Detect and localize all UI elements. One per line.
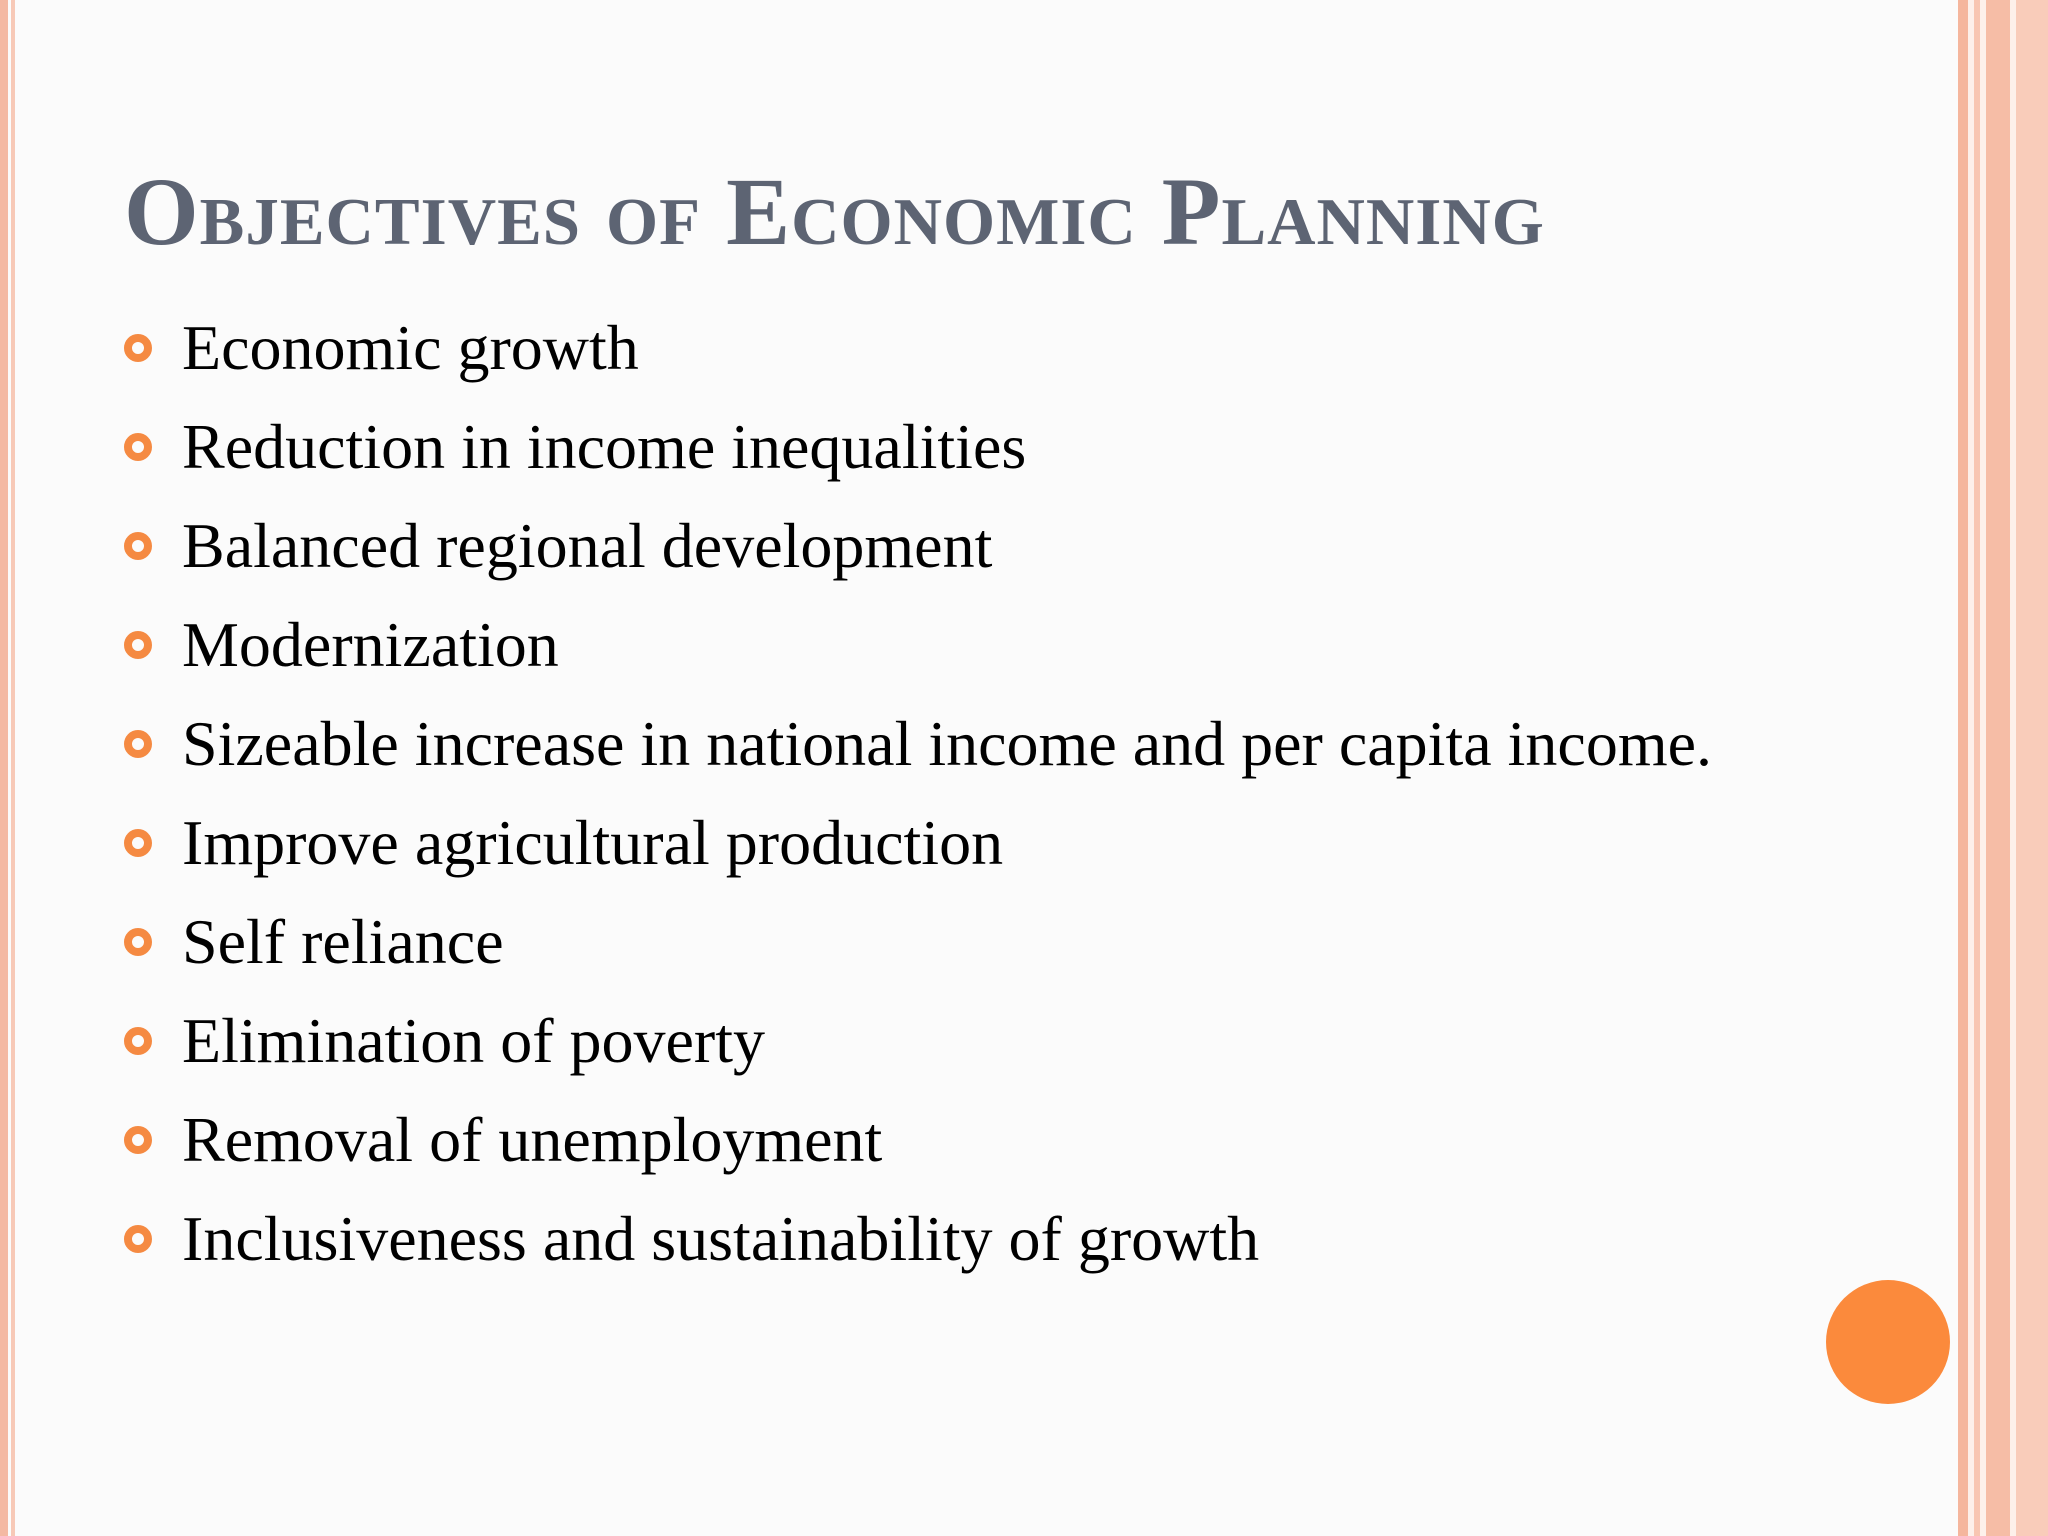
list-item [124,793,1712,892]
right-accent-stripe [2016,0,2048,1536]
bullet-text: Inclusiveness and sustainability of growth [182,1202,1260,1274]
list-item [124,496,1712,595]
hollow-circle-bullet-icon [124,334,152,362]
hollow-circle-bullet-icon [124,730,152,758]
hollow-circle-bullet-icon [124,532,152,560]
slide-title: Objectives of Economic Planning [124,158,1545,265]
bullet-text: Balanced regional development [182,509,993,581]
orange-circle-decoration [1826,1280,1950,1404]
list-item [124,595,1712,694]
right-accent-stripe [1986,0,2010,1536]
hollow-circle-bullet-icon [124,1027,152,1055]
list-item [124,892,1712,991]
right-accent-stripe [1974,0,1980,1536]
bullet-text: Sizeable increase in national income and per capita income. [182,707,1712,779]
list-item [124,397,1712,496]
list-item [124,1189,1712,1288]
hollow-circle-bullet-icon [124,928,152,956]
bullet-text: Removal of unemployment [182,1103,883,1175]
hollow-circle-bullet-icon [124,433,152,461]
bullet-list [124,298,1712,1288]
hollow-circle-bullet-icon [124,1126,152,1154]
list-item [124,991,1712,1090]
bullet-text: Self reliance [182,905,504,977]
list-item [124,694,1712,793]
bullet-text: Elimination of poverty [182,1004,765,1076]
bullet-text: Modernization [182,608,559,680]
left-accent-stripe [0,0,8,1536]
list-item [124,298,1712,397]
list-item [124,1090,1712,1189]
hollow-circle-bullet-icon [124,631,152,659]
bullet-text: Reduction in income inequalities [182,410,1027,482]
left-accent-stripe-thin [11,0,15,1536]
right-accent-stripe [1958,0,1968,1536]
bullet-text: Improve agricultural production [182,806,1004,878]
bullet-text: Economic growth [182,311,639,383]
hollow-circle-bullet-icon [124,1225,152,1253]
hollow-circle-bullet-icon [124,829,152,857]
